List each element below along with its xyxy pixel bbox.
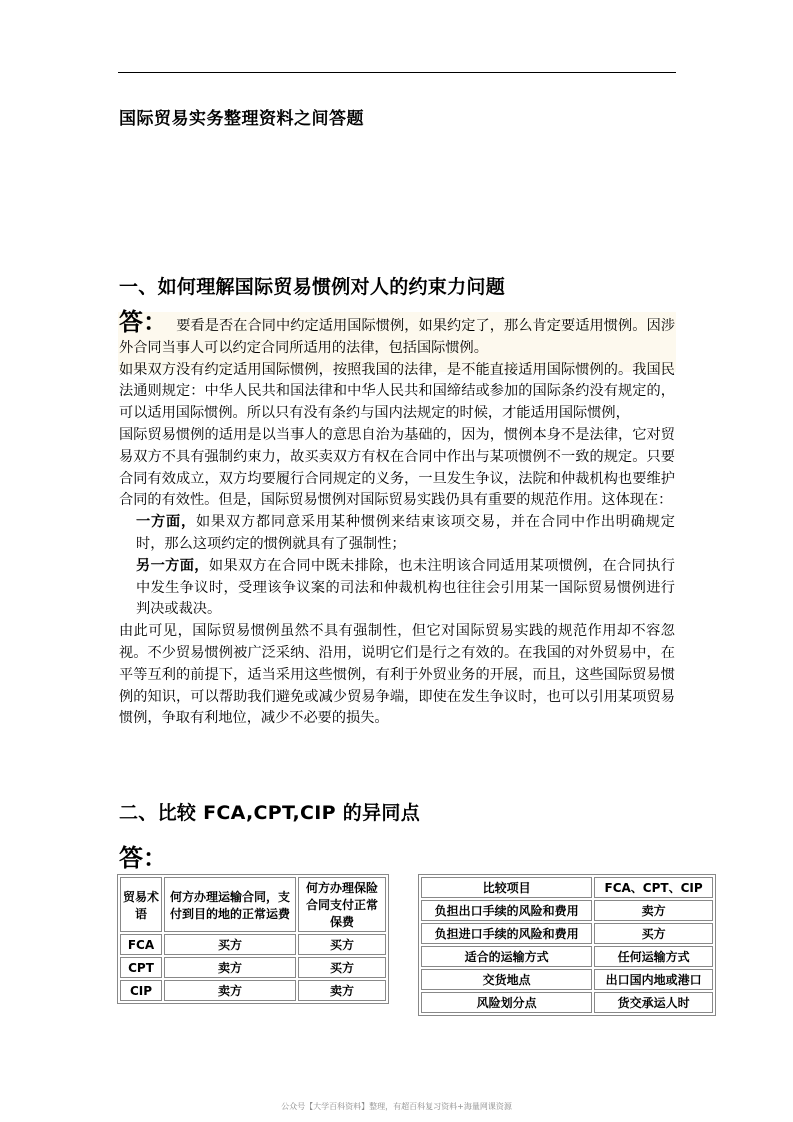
comparison-table-terms: [117, 874, 389, 1004]
table-row: [421, 900, 713, 921]
table-header-row: [120, 877, 386, 932]
table-cell: 货交承运人时: [594, 992, 713, 1013]
paragraph-5: 另一方面，如果双方在合同中既未排除，也未注明该合同适用某项惯例，在合同执行中发生争议时，受理该争议案的司法和仲裁机构也往往会引用某一国际贸易惯例进行判决或裁决。: [136, 557, 675, 618]
table-row: [421, 946, 713, 967]
table-row: [120, 957, 386, 978]
table-cell: FCA、CPT、CIP: [594, 877, 713, 898]
table-cell: 卖方: [164, 957, 296, 978]
table-header-cell: 何方办理运输合同，支付到目的地的正常运费: [164, 877, 296, 932]
comparison-table-items: [418, 874, 716, 1016]
table-row: [421, 969, 713, 990]
table-row: [120, 934, 386, 955]
section2-heading: 二、比较 FCA,CPT,CIP 的异同点: [119, 802, 421, 824]
table-cell: 卖方: [594, 900, 713, 921]
table-row: [421, 923, 713, 944]
table-row: [120, 980, 386, 1001]
answer-label: 答：: [119, 308, 168, 336]
section1-body: [119, 308, 676, 730]
document-title: 国际贸易实务整理资料之间答题: [119, 109, 364, 129]
page-footer: 公众号【大学百科资料】整理，有超百科复习资料+海量网课资源: [281, 1102, 512, 1111]
table-cell: 卖方: [298, 980, 386, 1001]
table-cell: 卖方: [164, 980, 296, 1001]
paragraph-3: 国际贸易惯例的适用是以当事人的意思自治为基础的，因为，惯例本身不是法律，它对贸易双方不具有强制约束力，故买卖双方有权在合同中作出与某项惯例不一致的规定。只要合同有效成立，双方均要履行合同规定的义务，一旦发生争议，法院和仲裁机构也要维护合同的有效性。但是，国际贸易惯例对国际贸易实践仍具有重要的规范作用。这体现在：: [119, 426, 675, 509]
table-cell: 比较项目: [421, 877, 592, 898]
table-cell: CIP: [120, 980, 162, 1001]
table-cell: 出口国内地或港口: [594, 969, 713, 990]
table-cell: 风险划分点: [421, 992, 592, 1013]
table-row: [421, 877, 713, 898]
table-cell: FCA: [120, 934, 162, 955]
paragraph-2: 如果双方没有约定适用国际惯例，按照我国的法律，是不能直接适用国际惯例的。我国民法通则规定：中华人民共和国法律和中华人民共和国缔结或参加的国际条约没有规定的，可以适用国际惯例。所以只有没有条约与国内法规定的时候，才能适用国际惯例，: [119, 361, 675, 422]
table-cell: 买方: [298, 934, 386, 955]
table-header-cell: 何方办理保险合同支付正常保费: [298, 877, 386, 932]
section1-heading: 一、如何理解国际贸易惯例对人的约束力问题: [119, 276, 506, 298]
table-cell: CPT: [120, 957, 162, 978]
table-cell: 适合的运输方式: [421, 946, 592, 967]
table-cell: 买方: [164, 934, 296, 955]
table-cell: 交货地点: [421, 969, 592, 990]
paragraph-4: 一方面，如果双方都同意采用某种惯例来结束该项交易，并在合同中作出明确规定时，那么这项约定的惯例就具有了强制性；: [136, 514, 675, 552]
table-row: [421, 992, 713, 1013]
table-cell: 负担进口手续的风险和费用: [421, 923, 592, 944]
table-cell: 买方: [594, 923, 713, 944]
section2-answer-label: 答：: [119, 844, 167, 872]
table-header-cell: 贸易术语: [120, 877, 162, 932]
table-cell: 买方: [298, 957, 386, 978]
header-rule: [118, 72, 676, 73]
table-cell: 任何运输方式: [594, 946, 713, 967]
paragraph-6: 由此可见，国际贸易惯例虽然不具有强制性，但它对国际贸易实践的规范作用却不容忽视。不少贸易惯例被广泛采纳、沿用，说明它们是行之有效的。在我国的对外贸易中，在平等互利的前提下，适当采用这些惯例，有利于外贸业务的开展，而且，这些国际贸易惯例的知识，可以帮助我们避免或减少贸易争端，即使在发生争议时，也可以引用某项贸易惯例，争取有利地位，减少不必要的损失。: [119, 623, 675, 727]
paragraph-1: 答： 要看是否在合同中约定适用国际惯例，如果约定了，那么肯定要适用惯例。因涉外合同当事人可以约定合同所适用的法律，包括国际惯例。: [119, 308, 676, 356]
table-cell: 负担出口手续的风险和费用: [421, 900, 592, 921]
